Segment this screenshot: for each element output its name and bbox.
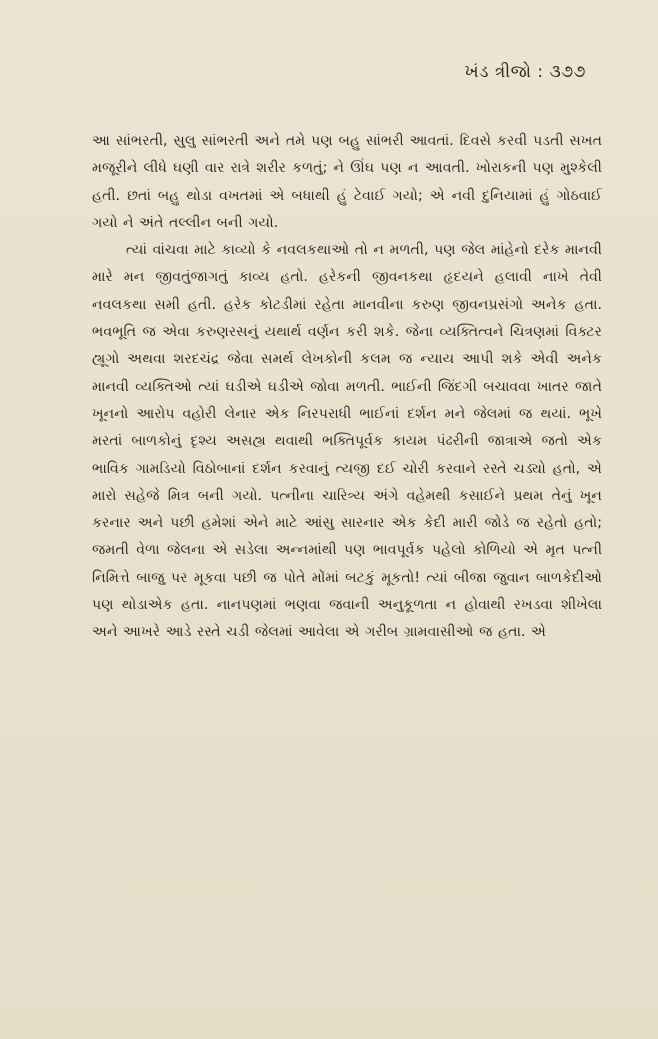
running-head: ખંડ ત્રીજો : ૩૭૭ [464, 62, 586, 82]
paragraph-1: આ સાંભરતી, સુલુ સાંભરતી અને તમે પણ બહુ સાંભરી આવતાં. દિવસે કરવી પડતી સખત મજૂરીને લીધે ઘણી વાર રાત્રે શરીર કળતું; ને ઊંઘ પણ ન આવતી. ખોરાકની પણ મુશ્કેલી હતી. છતાં બહુ થોડા વખતમાં એ બધાથી હું ટેવાઈ ગયો; એ નવી દુનિયામાં હું ગોઠવાઈ ગયો ને અંતે તલ્લીન બની ગયો. [92, 133, 602, 231]
paragraph-2: ત્યાં વાંચવા માટે કાવ્યો કે નવલકથાઓ તો ન મળતી, પણ જેલ માંહેનો દરેક માનવી મારે મન જીવતુંજાગતું કાવ્ય હતો. હરેકની જીવનકથા હૃદયને હલાવી નાખે તેવી નવલકથા સમી હતી. હરેક કોટડીમાં રહેતા માનવીના કરુણ જીવનપ્રસંગો અનેક હતા. ભવભૂતિ જ એવા કરુણરસનું યથાર્થ વર્ણન કરી શકે. જેના વ્યક્તિત્વને ચિત્રણમાં વિક્ટર હ્યૂગો અથવા શરદચંદ્ર જેવા સમર્થ લેખકોની કલમ જ ન્યાય આપી શકે એવી અનેક માનવી વ્યક્તિઓ ત્યાં ઘડીએ ઘડીએ જોવા મળતી. ભાઈની જિંદગી બચાવવા ખાતર જાતે ખૂનનો આરોપ વહોરી લેનાર એક નિરપરાધી ભાઈનાં દર્શન મને જેલમાં જ થયાં. ભૂખે મરતાં બાળકોનું દૃશ્ય અસહ્ય થવાથી ભક્તિપૂર્વક કાયમ પંઢરીની જાત્રાએ જતો એક ભાવિક ગામડિયો વિઠોબાનાં દર્શન કરવાનું ત્યજી દઈ ચોરી કરવાને રસ્તે ચડ્યો હતો, એ મારો સહેજે મિત્ર બની ગયો. પત્નીના ચારિત્ર્ય અંગે વહેમથી કસાઈને પ્રથમ તેનું ખૂન કરનાર અને પછી હમેશાં એને માટે આંસુ સારનાર એક કેદી મારી જોડે જ રહેતો હતો; જમતી વેળા જેલના એ સડેલા અન્નમાંથી પણ ભાવપૂર્વક પહેલો કોળિયો એ મૃત પત્ની નિમિત્તે બાજુ પર મૂકવા પછી જ પોતે મોંમાં બટકું મૂકતો! ત્યાં બીજા જુવાન બાળકેદીઓ પણ થોડાએક હતા. નાનપણમાં ભણવા જવાની અનુકૂળતા ન હોવાથી રખડવા શીખેલા અને આખરે આડે રસ્તે ચડી જેલમાં આવેલા એ ગરીબ ગ્રામવાસીઓ જ હતા. એ [92, 242, 602, 641]
body-text [92, 128, 602, 647]
